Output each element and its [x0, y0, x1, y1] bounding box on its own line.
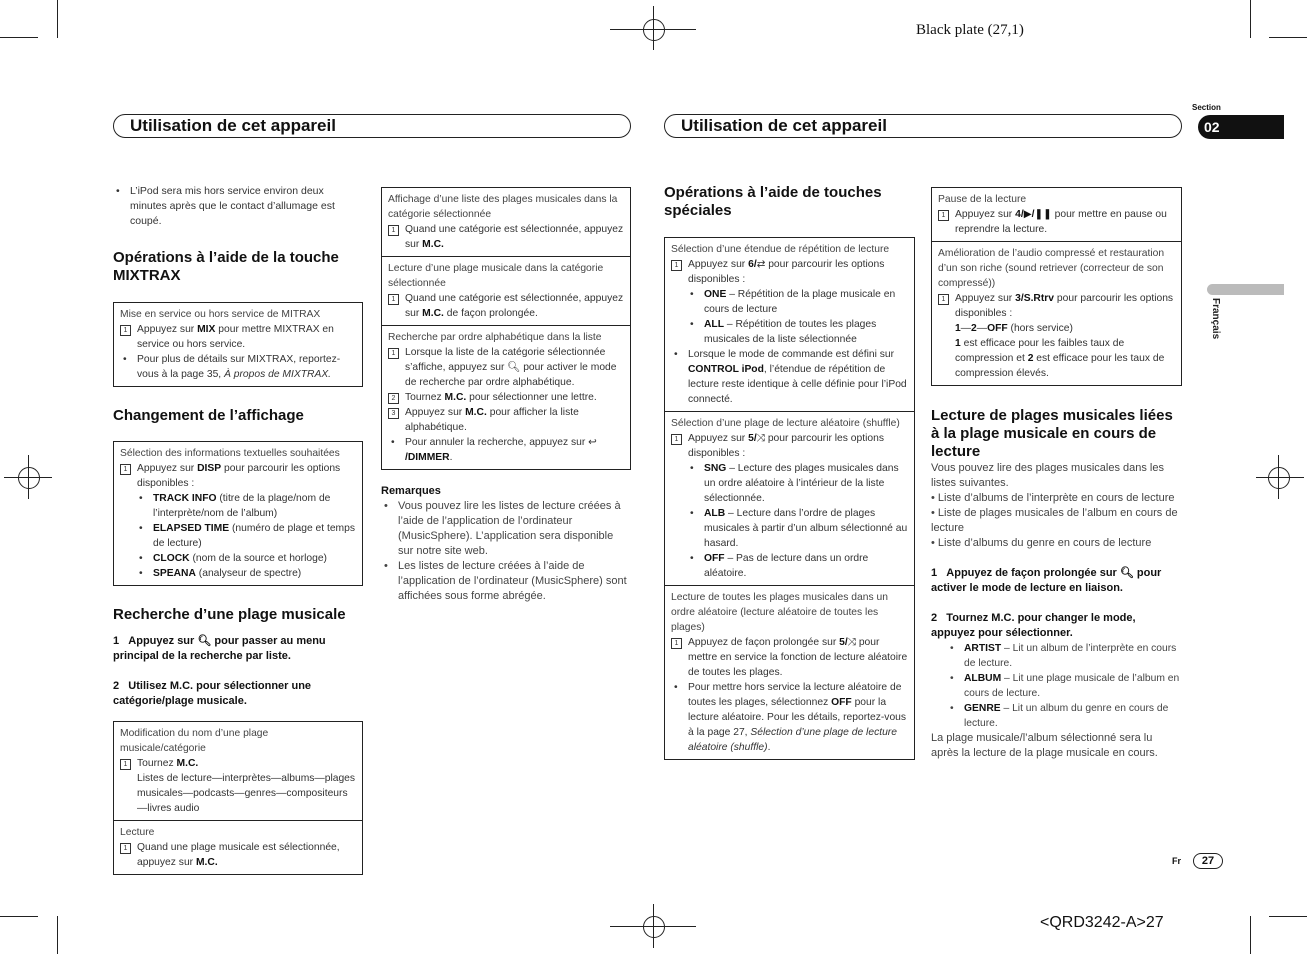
shuffle-icon: ⤨ [847, 637, 856, 648]
remarks-title: Remarques [381, 485, 441, 497]
step-number-icon: 1 [120, 759, 131, 770]
box-title: Affichage d’une liste des plages musicales dans la catégorie sélectionnée [388, 194, 618, 220]
step-1: 1 Quand une catégorie est sélectionnée, appuyez sur M.C. de façon prolongée. [388, 291, 624, 321]
page-number: 27 [1193, 853, 1223, 869]
bullet: • Pour plus de détails sur MIXTRAX, reportez-vous à la page 35, À propos de MIXTRAX. [120, 352, 356, 382]
search-icon: 🔍︎ [507, 362, 521, 373]
step-number-icon: 1 [938, 210, 949, 221]
display-box [113, 441, 363, 586]
column-4 [931, 187, 1182, 761]
plate-label: Black plate (27,1) [916, 22, 1024, 38]
step-1: 1 Tournez M.C. Listes de lecture—interprètes—albums—plages musicales—podcasts—genres—compositeurs—livres audio [120, 756, 356, 816]
step-1: 1 Quand une plage musicale est sélectionnée, appuyez sur M.C. [120, 840, 356, 870]
linked-play-heading: Lecture de plages musicales liées à la plage musicale en cours de lecture [931, 407, 1173, 460]
linked-intro: Vous pouvez lire des plages musicales dans les listes suivantes. [931, 462, 1164, 489]
back-icon: ↩ [588, 437, 597, 448]
pause-box [931, 187, 1182, 242]
step-1: 1 Appuyez sur 4/▶/❚❚ pour mettre en pause ou reprendre la lecture. [938, 207, 1175, 237]
step-number-icon: 3 [388, 408, 399, 419]
category-play-box [381, 257, 631, 326]
step-1: 1 Lorsque la liste de la catégorie sélectionnée s’affiche, appuyez sur 🔍︎ pour activer le mode de recherche par ordre alphabétique. [388, 345, 624, 390]
search-heading: Recherche d’une plage musicale [113, 606, 346, 623]
option: • CLOCK (nom de la source et horloge) [120, 551, 356, 566]
step-2: 2 Tournez M.C. pour sélectionner une lettre. [388, 390, 624, 405]
box-title: Lecture de toutes les plages musicales dans un ordre aléatoire (lecture aléatoire de toutes les plages) [671, 592, 888, 633]
intro-bullet: • L’iPod sera mis hors service environ deux minutes après que le contact d’allumage est coupé. [113, 184, 363, 229]
step-number-icon: 1 [388, 225, 399, 236]
step-number-icon: 1 [938, 294, 949, 305]
linked-step-2: 2 Tournez M.C. pour changer le mode, appuyez pour sélectionner. [931, 612, 1136, 639]
display-heading: Changement de l’affichage [113, 407, 304, 424]
shuffle-all-box [664, 586, 915, 760]
step-number-icon: 1 [671, 638, 682, 649]
step-1: 1 Appuyez sur 6/⇄ pour parcourir les options disponibles : [671, 257, 908, 287]
section-number: 02 [1198, 115, 1284, 139]
search-step-2: 2 Utilisez M.C. pour sélectionner une catégorie/plage musicale. [113, 680, 312, 707]
step-number-icon: 1 [120, 325, 131, 336]
mixtrax-heading: Opérations à l’aide de la touche MIXTRAX [113, 249, 339, 284]
column-3 [664, 184, 915, 760]
step-number-icon: 2 [388, 393, 399, 404]
search-icon: 🔍︎ [1119, 567, 1134, 579]
option: • TRACK INFO (titre de la plage/nom de l’interprète/nom de l’album) [120, 491, 356, 521]
header-right: Utilisation de cet appareil [664, 114, 1182, 138]
linked-list-item: • Liste d’albums du genre en cours de lecture [931, 537, 1152, 549]
closing-text: La plage musicale/l’album sélectionné sera lu après la lecture de la plage musicale en cours. [931, 732, 1158, 759]
box-title: Pause de la lecture [938, 194, 1027, 205]
play-pause-icon: ▶/❚❚ [1023, 209, 1052, 220]
box-title: Amélioration de l’audio compressé et restauration d’un son riche (sound retriever (correcteur de son compressé)) [938, 248, 1165, 289]
step-number-icon: 1 [671, 260, 682, 271]
rename-box [113, 721, 363, 821]
linked-step-1: 1 Appuyez de façon prolongée sur 🔍︎ pour activer le mode de lecture en liaison. [931, 567, 1162, 594]
bullet: • Lorsque le mode de commande est défini sur CONTROL iPod, l’étendue de répétition de lecture reste identique à celle définie pour l’iPod connecté. [671, 347, 908, 407]
alphabet-search-box [381, 326, 631, 470]
mode-option: • ALBUM – Lit une plage musicale de l’album en cours de lecture. [931, 671, 1182, 701]
list-box [381, 187, 631, 257]
shuffle-icon: ⤨ [756, 433, 765, 444]
section-label: Section [1192, 103, 1221, 112]
column-1 [113, 184, 363, 875]
step-1: 1 Appuyez sur 5/⤨ pour parcourir les options disponibles : [671, 431, 908, 461]
box-title: Sélection d’une plage de lecture aléatoire (shuffle) [671, 418, 900, 429]
step-1: 1 Appuyez sur DISP pour parcourir les options disponibles : [120, 461, 356, 491]
language-label: Français [1210, 298, 1221, 340]
search-step-1: 1 Appuyez sur 🔍︎ pour passer au menu principal de la recherche par liste. [113, 635, 326, 662]
box-title: Lecture d’une plage musicale dans la catégorie sélectionnée [388, 263, 604, 289]
option: • ALB – Lecture dans l’ordre de plages musicales à partir d’un album sélectionné au hasard. [671, 506, 908, 551]
shuffle-box [664, 412, 915, 586]
option: • ONE – Répétition de la plage musicale en cours de lecture [671, 287, 908, 317]
repeat-box [664, 237, 915, 412]
box-title: Lecture [120, 827, 155, 838]
linked-list-item: • Liste d’albums de l’interprète en cours de lecture [931, 492, 1175, 504]
box-title: Recherche par ordre alphabétique dans la liste [388, 332, 602, 343]
option: • SNG – Lecture des plages musicales dans un ordre aléatoire à l’intérieur de la liste sélectionnée. [671, 461, 908, 506]
step-1: 1 Quand une catégorie est sélectionnée, appuyez sur M.C. [388, 222, 624, 252]
mode-option: • ARTIST – Lit un album de l’interprète en cours de lecture. [931, 641, 1182, 671]
step-number-icon: 1 [120, 464, 131, 475]
repeat-icon: ⇄ [756, 259, 766, 270]
footer-lang-code: Fr [1172, 856, 1181, 866]
column-2 [381, 187, 631, 604]
step-number-icon: 1 [388, 294, 399, 305]
option: • ALL – Répétition de toutes les plages musicales de la liste sélectionnée [671, 317, 908, 347]
step-number-icon: 1 [388, 348, 399, 359]
sound-retriever-box [931, 242, 1182, 386]
mode-option: • GENRE – Lit un album du genre en cours de lecture. [931, 701, 1182, 731]
bullet: • Pour mettre hors service la lecture aléatoire de toutes les plages, sélectionnez OFF pour la lecture aléatoire. Pour les détails, reportez-vous à la page 27, Sélection d’une plage de lecture aléatoire (shuffle). [671, 680, 908, 755]
box-title: Modification du nom d’une plage musicale/catégorie [120, 728, 269, 754]
language-tab [1207, 284, 1284, 295]
remark: • Les listes de lecture créées à l’aide de l’application de l’ordinateur (MusicSphere) sont affichées sous forme abrégée. [381, 559, 631, 604]
option: • SPEANA (analyseur de spectre) [120, 566, 356, 581]
mixtrax-box [113, 302, 363, 387]
option: • ELAPSED TIME (numéro de plage et temps de lecture) [120, 521, 356, 551]
special-keys-heading: Opérations à l’aide de touches spéciales [664, 184, 882, 219]
box-title: Sélection des informations textuelles souhaitées [120, 448, 340, 459]
step-number-icon: 1 [671, 434, 682, 445]
step-3: 3 Appuyez sur M.C. pour afficher la liste alphabétique. [388, 405, 624, 435]
linked-list-item: • Liste de plages musicales de l’album en cours de lecture [931, 507, 1178, 534]
header-left: Utilisation de cet appareil [113, 114, 631, 138]
step-number-icon: 1 [120, 843, 131, 854]
search-icon: 🔍︎ [197, 635, 212, 647]
document-id: <QRD3242-A>27 [1040, 914, 1164, 931]
option: • OFF – Pas de lecture dans un ordre aléatoire. [671, 551, 908, 581]
play-box [113, 821, 363, 875]
step-1: 1 Appuyez sur 3/S.Rtrv pour parcourir les options disponibles : 1—2—OFF (hors service) 1 est efficace pour les faibles taux de compression et 2 est efficace pour les taux de compression élevés. [938, 291, 1175, 381]
box-title: Sélection d’une étendue de répétition de lecture [671, 244, 890, 255]
box-title: Mise en service ou hors service de MITRAX [120, 309, 321, 320]
bullet: • Pour annuler la recherche, appuyez sur ↩ /DIMMER. [388, 435, 624, 465]
step-1: 1 Appuyez de façon prolongée sur 5/⤨ pour mettre en service la fonction de lecture aléatoire de toutes les plages. [671, 635, 908, 680]
step-1: 1 Appuyez sur MIX pour mettre MIXTRAX en service ou hors service. [120, 322, 356, 352]
remark: • Vous pouvez lire les listes de lecture créées à l’aide de l’application de l’ordinateur (MusicSphere). L’application sera disponible sur notre site web. [381, 499, 631, 559]
